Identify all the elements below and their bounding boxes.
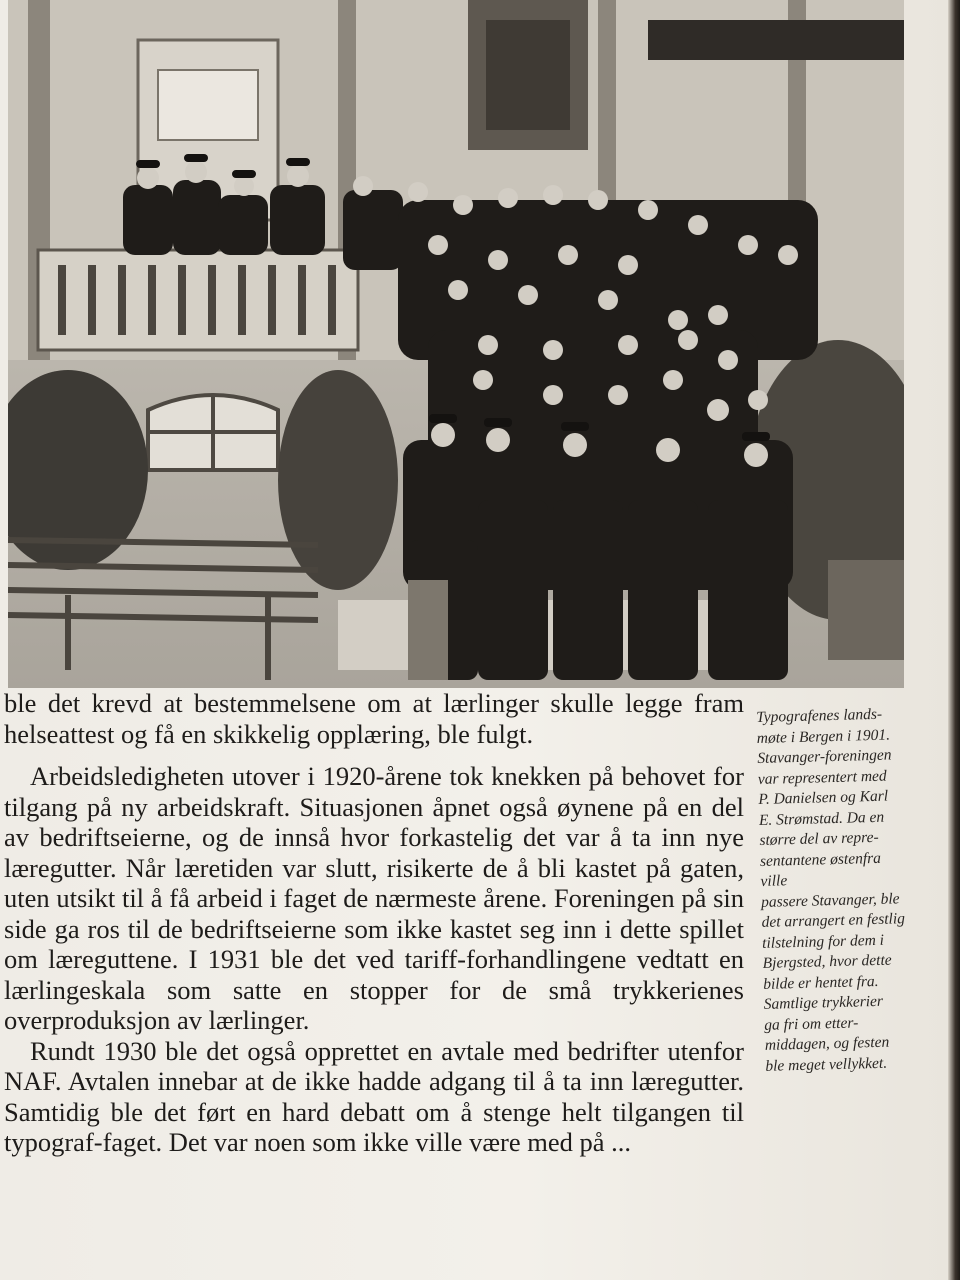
caption-line: ble meget vellykket. (765, 1054, 888, 1075)
paragraph: Rundt 1930 ble det også opprettet en avtale med bedrifter utenfor NAF. Avtalen innebar at de ikke hadde adgang til å ta inn læregutter. Samtidig ble det ført en hard debatt om å stenge helt tilgangen til typograf-faget. Det var noen som ikke ville være med på ... (4, 1035, 744, 1157)
caption-line: det arrangert en festlig (761, 910, 906, 931)
historical-photograph (8, 0, 904, 688)
paragraph: Arbeidsledigheten utover i 1920-årene tok knekken på behovet for tilgang på ny arbeidskraft. Situasjonen åpnet også øynene på en del av bedriftseierne, og de innså hvor forkastelig det var å ta inn nye læregutter. Når læretiden var slutt, risikerte de å bli kastet på gaten, uten utsikt til å få arbeid i faget de nærmeste årene. Foreningen på sin side ga ros til de bedriftseierne som ikke kastet seg inn i dette spillet om læreguttene. I 1931 ble det ved tariff-forhandlingene vedtatt en lærlingeskala som satte en stopper for de små trykkerienes overproduksjon av lærlinger. (4, 761, 744, 1035)
caption-line: større del av repre- (759, 828, 879, 849)
caption-line: passere Stavanger, ble (760, 889, 900, 911)
caption-line: E. Strømstad. Da en (758, 808, 885, 829)
caption-line: var representert med (757, 767, 887, 788)
caption-line: møte i Bergen i 1901. (756, 726, 891, 747)
caption-line: bilde er hentet fra. (763, 972, 879, 993)
caption-line: tilstelning for dem i (761, 931, 885, 952)
caption-line: Stavanger-foreningen (757, 746, 892, 767)
caption-line: sentantene østenfra ville (759, 849, 882, 890)
caption-line: Samtlige trykkerier (763, 992, 884, 1013)
group-photo-illustration (8, 0, 904, 688)
caption-line: P. Danielsen og Karl (758, 787, 889, 808)
caption-line: Typografenes lands- (756, 705, 883, 726)
caption-line: Bjergsted, hvor dette (762, 951, 892, 972)
body-text (4, 688, 744, 1158)
photo-caption (756, 704, 916, 1077)
caption-line: middagen, og festen (764, 1033, 890, 1054)
caption-line: ga fri om etter- (764, 1013, 859, 1034)
book-spine-edge (948, 0, 960, 1280)
paragraph: ble det krevd at bestemmelsene om at lærlinger skulle legge fram helseattest og få en skikkelig opplæring, ble fulgt. (4, 688, 744, 749)
